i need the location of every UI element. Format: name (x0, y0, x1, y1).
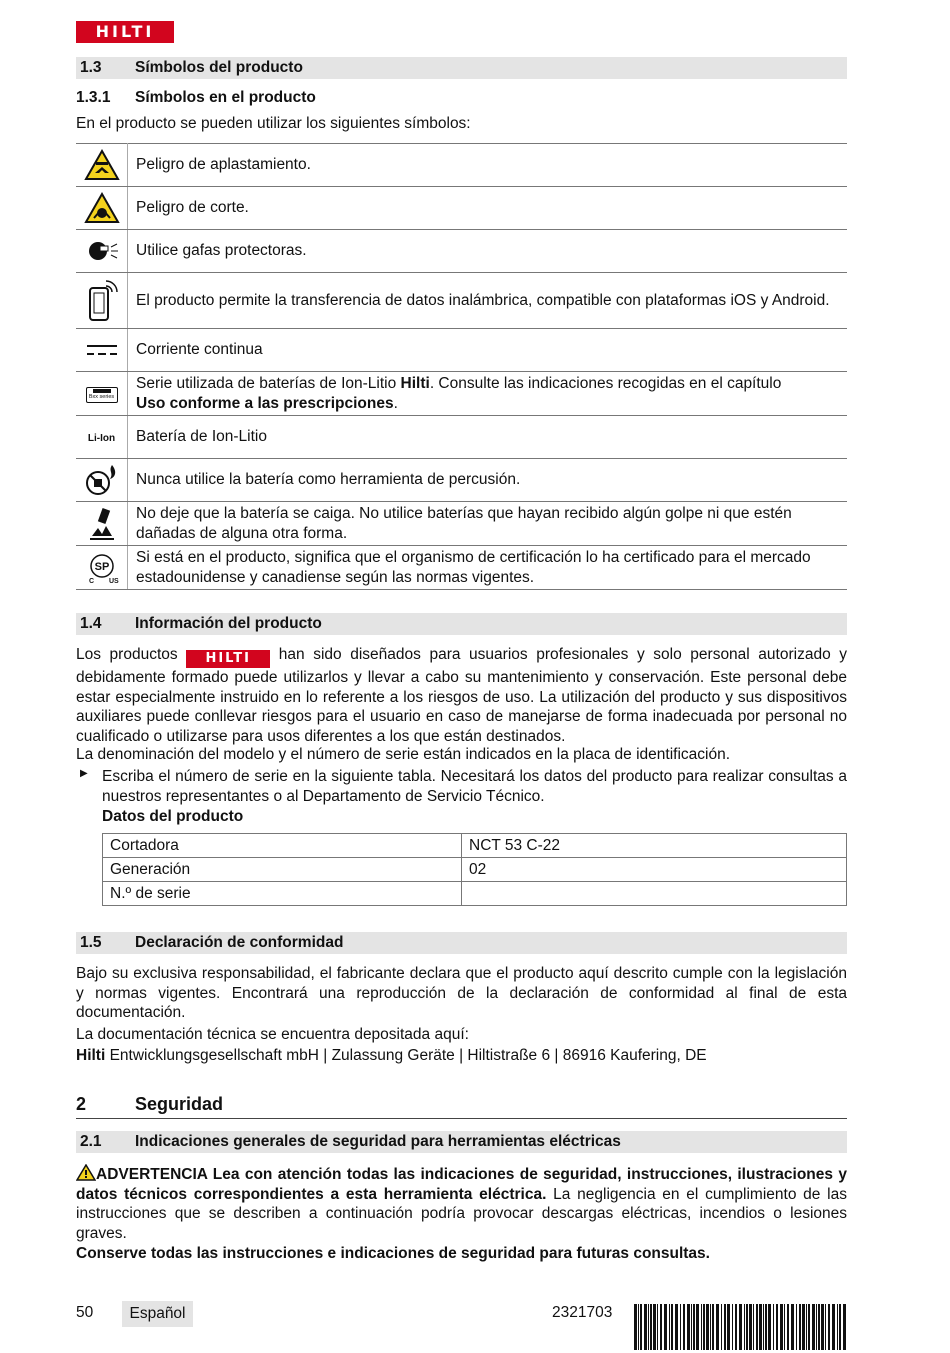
barcode-bar (710, 1304, 711, 1350)
crush-hazard-icon (76, 144, 128, 187)
symbol-row (76, 416, 847, 459)
symbol-row (76, 372, 847, 416)
barcode-bar (657, 1304, 658, 1350)
symbol-row (76, 459, 847, 502)
table-row (103, 882, 847, 906)
battery-series-icon (76, 372, 128, 416)
barcode-bar (787, 1304, 789, 1350)
section-number: 1.5 (80, 934, 102, 951)
symbol-text: Utilice gafas protectoras. (128, 230, 848, 273)
symbol-text-part: Corriente continua (136, 341, 263, 359)
barcode-bar (825, 1304, 826, 1350)
table-cell-label: Cortadora (103, 834, 462, 858)
symbol-text (128, 329, 848, 372)
csa-certification-icon (76, 546, 128, 590)
symbol-text: El producto permite la transferencia de datos inalámbrica, compatible con plataformas iOS y Android. (128, 273, 848, 329)
barcode-bar (818, 1304, 820, 1350)
document-code: 2321703 (552, 1304, 613, 1321)
li-ion-label: Li-Ion (87, 433, 116, 444)
barcode-bar (638, 1304, 639, 1350)
table-cell-label: Generación (103, 858, 462, 882)
barcode-bar (746, 1304, 748, 1350)
section-title: Símbolos del producto (135, 59, 303, 76)
bullet-arrow-icon: ▶ (80, 768, 88, 779)
page-number: 50 (76, 1304, 94, 1321)
barcode-bar (687, 1304, 690, 1350)
barcode-bar (839, 1304, 841, 1350)
language-badge: Español (122, 1301, 193, 1327)
barcode-bar (735, 1304, 737, 1350)
barcode-bar (703, 1304, 705, 1350)
table-row (103, 858, 847, 882)
barcode-bar (669, 1304, 670, 1350)
symbol-row (76, 502, 847, 546)
section-number: 1.4 (80, 615, 102, 632)
product-data-table (102, 833, 847, 906)
keep-instructions: Conserve todas las instrucciones e indicaciones de seguridad para futuras consultas. (76, 1245, 710, 1262)
hilti-logo-inline: HILTI (186, 650, 270, 668)
symbols-intro: En el producto se pueden utilizar los siguientes símbolos: (76, 115, 471, 132)
barcode-bar (701, 1304, 702, 1350)
barcode-bar (759, 1304, 762, 1350)
section-number: 2.1 (80, 1133, 102, 1150)
barcode-bar (749, 1304, 752, 1350)
chapter-title: Seguridad (135, 1094, 224, 1114)
symbol-text: Nunca utilice la batería como herramienta de percusión. (128, 459, 848, 502)
barcode-bar (763, 1304, 764, 1350)
model-serial-paragraph: La denominación del modelo y el número de serie están indicados en la placa de identificación. (76, 746, 730, 763)
subsection-title: Símbolos en el producto (135, 89, 316, 106)
barcode-bar (660, 1304, 662, 1350)
barcode-bar (812, 1304, 815, 1350)
table-cell-value: NCT 53 C-22 (462, 834, 847, 858)
battery-series-label: Bxx series (88, 393, 115, 400)
barcode-bar (693, 1304, 695, 1350)
barcode-bar (765, 1304, 767, 1350)
barcode-bar (756, 1304, 758, 1350)
symbol-text: Batería de Ion-Litio (128, 416, 848, 459)
conformity-paragraph: Bajo su exclusiva responsabilidad, el fabricante declara que el producto aquí descrito cumple con la legislación y normas vigentes. Encontrará una reproducción de la declaración de conformidad al final de esta documentación. (76, 965, 847, 1021)
table-cell-label: N.º de serie (103, 882, 462, 906)
manufacturer-address (76, 1046, 847, 1066)
barcode-bar (808, 1304, 810, 1350)
chapter-number: 2 (76, 1094, 87, 1114)
barcode-bar (664, 1304, 667, 1350)
brand-name: Hilti (400, 375, 430, 392)
barcode-bar (828, 1304, 830, 1350)
barcode-bar (753, 1304, 754, 1350)
product-data-title: Datos del producto (102, 808, 244, 825)
barcode-bar (821, 1304, 824, 1350)
barcode-bar (644, 1304, 647, 1350)
barcode-bar (680, 1304, 681, 1350)
section-title: Indicaciones generales de seguridad para herramientas eléctricas (135, 1133, 621, 1150)
barcode-bar (640, 1304, 642, 1350)
barcode-bar (727, 1304, 730, 1350)
section-heading-1-3 (76, 57, 847, 79)
warning-text: La negligencia en el cumplimiento de las instrucciones que se describen a continuación podría provocar descargas eléctricas, incendios o lesiones graves. (76, 1185, 847, 1242)
subsection-heading-1-3-1 (76, 89, 847, 109)
warning-label: ADVERTENCIA (96, 1166, 208, 1183)
csa-label-c: C (88, 577, 94, 585)
chapter-heading-2 (76, 1094, 847, 1119)
barcode-bar (768, 1304, 771, 1350)
symbol-row (76, 329, 847, 372)
csa-label-us: US (108, 577, 119, 585)
subsection-number: 1.3.1 (76, 89, 111, 106)
barcode-bar (683, 1304, 685, 1350)
section-title: Información del producto (135, 615, 322, 632)
symbol-text (128, 372, 848, 416)
symbol-text: No deje que la batería se caiga. No utilice baterías que hayan recibido algún golpe ni que estén dañadas de alguna otra forma. (128, 502, 848, 546)
barcode-bar (653, 1304, 656, 1350)
barcode-bar (671, 1304, 673, 1350)
warning-paragraph (76, 1164, 847, 1243)
paragraph-text: han sido diseñados para usuarios profesionales y solo personal autorizado y debidamente formado puede utilizarlos y llevar a cabo su mantenimiento y conservación. Este personal debe estar especialmente instruido en lo referente a los riesgos de uso. La utilización del producto y sus dispositivos auxiliares puede conllevar riesgos para el usuario en caso de manejarse de forma inadecuada por personal no cualificado o utilizarse para usos diferentes a los que están destinados. (76, 646, 848, 745)
barcode-bar (837, 1304, 838, 1350)
barcode-bar (724, 1304, 726, 1350)
symbol-row (76, 187, 847, 230)
barcode-bar (675, 1304, 678, 1350)
serial-instruction: Escriba el número de serie en la siguiente tabla. Necesitará los datos del producto para realizar consultas a nuestros representantes o al Departamento de Servicio Técnico. (102, 768, 847, 805)
barcode-bar (650, 1304, 652, 1350)
section-heading-1-4 (76, 613, 847, 635)
barcode-bar (776, 1304, 778, 1350)
symbols-table (76, 143, 847, 590)
table-row (103, 834, 847, 858)
symbol-row (76, 230, 847, 273)
section-heading-2-1 (76, 1131, 847, 1153)
table-cell-value: 02 (462, 858, 847, 882)
svg-text:SP: SP (94, 560, 109, 573)
serial-number-field[interactable] (462, 882, 847, 906)
barcode-bar (780, 1304, 783, 1350)
address-text: Entwicklungsgesellschaft mbH | Zulassung Geräte | Hiltistraße 6 | 86916 Kaufering, DE (105, 1047, 707, 1064)
barcode-bar (816, 1304, 817, 1350)
barcode-bar (634, 1304, 637, 1350)
barcode-bar (843, 1304, 846, 1350)
barcode-icon (634, 1304, 847, 1350)
barcode-bar (806, 1304, 807, 1350)
barcode-bar (832, 1304, 835, 1350)
barcode-bar (706, 1304, 709, 1350)
barcode-bar (691, 1304, 692, 1350)
symbol-text-part: . (393, 394, 398, 412)
barcode-bar (744, 1304, 745, 1350)
section-number: 1.3 (80, 59, 102, 76)
hilti-logo: HILTI (76, 21, 174, 43)
paragraph-text: Los productos (76, 646, 178, 663)
no-hammer-battery-icon (76, 459, 128, 502)
section-heading-1-5 (76, 932, 847, 954)
warning-bold-text: Lea con atención todas las indicaciones de seguridad, instrucciones, ilustraciones y datos técnicos correspondientes a esta herramienta eléctrica. (76, 1166, 847, 1203)
barcode-bar (716, 1304, 719, 1350)
barcode-bar (799, 1304, 801, 1350)
symbol-row (76, 273, 847, 329)
barcode-bar (648, 1304, 649, 1350)
symbol-text-part: Serie utilizada de baterías de Ion-Litio (136, 375, 401, 392)
barcode-bar (796, 1304, 797, 1350)
direct-current-icon (76, 329, 128, 372)
barcode-bar (712, 1304, 714, 1350)
section-title: Declaración de conformidad (135, 934, 344, 951)
barcode-bar (791, 1304, 794, 1350)
symbol-text: Peligro de corte. (128, 187, 848, 230)
cut-hazard-icon (76, 187, 128, 230)
symbol-text: Si está en el producto, significa que el organismo de certificación lo ha certificado para el mercado estadounidense y canadiense según las normas vigentes. (128, 546, 848, 590)
symbol-text: Peligro de aplastamiento. (128, 144, 848, 187)
li-ion-icon (76, 416, 128, 459)
battery-drop-icon (76, 502, 128, 546)
warning-triangle-icon (76, 1164, 96, 1181)
barcode-bar (696, 1304, 699, 1350)
product-info-paragraph (76, 645, 847, 746)
safety-goggles-icon (76, 230, 128, 273)
symbol-row (76, 144, 847, 187)
brand-name: Hilti (76, 1047, 106, 1064)
chapter-reference: Uso conforme a las prescripciones (136, 394, 394, 412)
barcode-bar (732, 1304, 733, 1350)
symbol-row (76, 546, 847, 590)
barcode-bar (721, 1304, 722, 1350)
wireless-phone-icon (76, 273, 128, 329)
symbol-text-part: . Consulte las indicaciones recogidas en el capítulo (429, 375, 782, 392)
tech-docs-paragraph: La documentación técnica se encuentra depositada aquí: (76, 1026, 469, 1043)
barcode-bar (784, 1304, 785, 1350)
barcode-bar (739, 1304, 742, 1350)
barcode-bar (773, 1304, 774, 1350)
barcode-bar (802, 1304, 805, 1350)
